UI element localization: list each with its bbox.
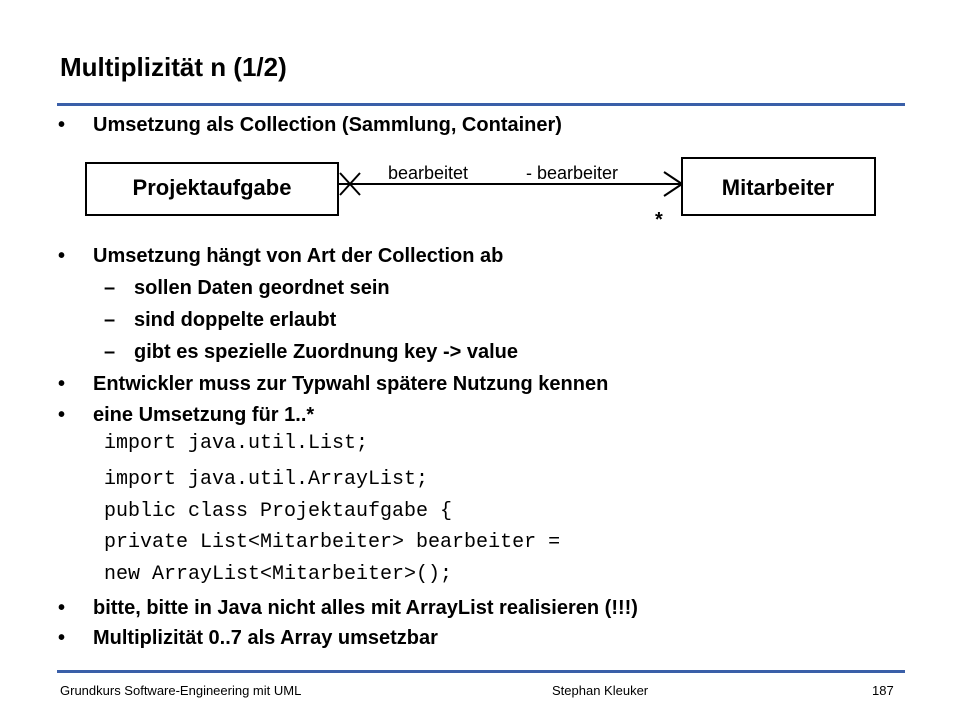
bullet-marker: •	[58, 597, 66, 619]
bullet-item	[58, 404, 918, 430]
footer-course-title: Grundkurs Software-Engineering mit UML	[60, 683, 302, 698]
bullet-text: Entwickler muss zur Typwahl spätere Nutzung kennen	[93, 373, 609, 395]
sub-bullet-item	[104, 309, 904, 335]
bullet-text: Umsetzung hängt von Art der Collection ab	[93, 245, 504, 267]
bullet-text: eine Umsetzung für 1..*	[93, 404, 315, 426]
code-line: import java.util.List;	[104, 432, 369, 455]
sub-bullet-item	[104, 277, 904, 303]
bullet-marker: •	[58, 114, 66, 136]
footer-divider	[57, 670, 905, 673]
bullet-item	[58, 627, 918, 653]
class-name-projektaufgabe: Projektaufgabe	[132, 175, 292, 200]
footer-author: Stephan Kleuker	[552, 683, 649, 698]
bullet-item	[58, 597, 918, 623]
bullet-marker: •	[58, 245, 66, 267]
slide-title: Multiplizität n (1/2)	[60, 52, 287, 82]
bullet-marker: •	[58, 404, 66, 426]
sub-bullet-marker: –	[104, 309, 116, 331]
bullet-marker: •	[58, 373, 66, 395]
code-line: public class Projektaufgabe {	[104, 500, 453, 523]
multiplicity-label: *	[655, 209, 663, 231]
bullet-text: Umsetzung als Collection (Sammlung, Container)	[93, 114, 562, 136]
code-line: new ArrayList<Mitarbeiter>();	[104, 563, 453, 586]
sub-bullet-marker: –	[104, 277, 116, 299]
sub-bullet-text: sollen Daten geordnet sein	[134, 277, 390, 299]
sub-bullet-marker: –	[104, 341, 116, 363]
bullet-item	[58, 373, 918, 399]
sub-bullet-item	[104, 341, 904, 367]
code-line: import java.util.ArrayList;	[104, 468, 429, 491]
bullet-marker: •	[58, 627, 66, 649]
code-line: private List<Mitarbeiter> bearbeiter =	[104, 531, 561, 554]
bullet-text: bitte, bitte in Java nicht alles mit ArrayList realisieren (!!!)	[93, 597, 638, 619]
class-name-mitarbeiter: Mitarbeiter	[721, 175, 835, 200]
footer-page-number: 187	[872, 683, 894, 698]
bullet-item	[58, 245, 918, 271]
bullet-text: Multiplizität 0..7 als Array umsetzbar	[93, 627, 438, 649]
sub-bullet-text: sind doppelte erlaubt	[134, 309, 337, 331]
sub-bullet-text: gibt es spezielle Zuordnung key -> value	[134, 341, 518, 363]
role-name: - bearbeiter	[526, 163, 619, 183]
association-name: bearbeitet	[388, 163, 469, 183]
